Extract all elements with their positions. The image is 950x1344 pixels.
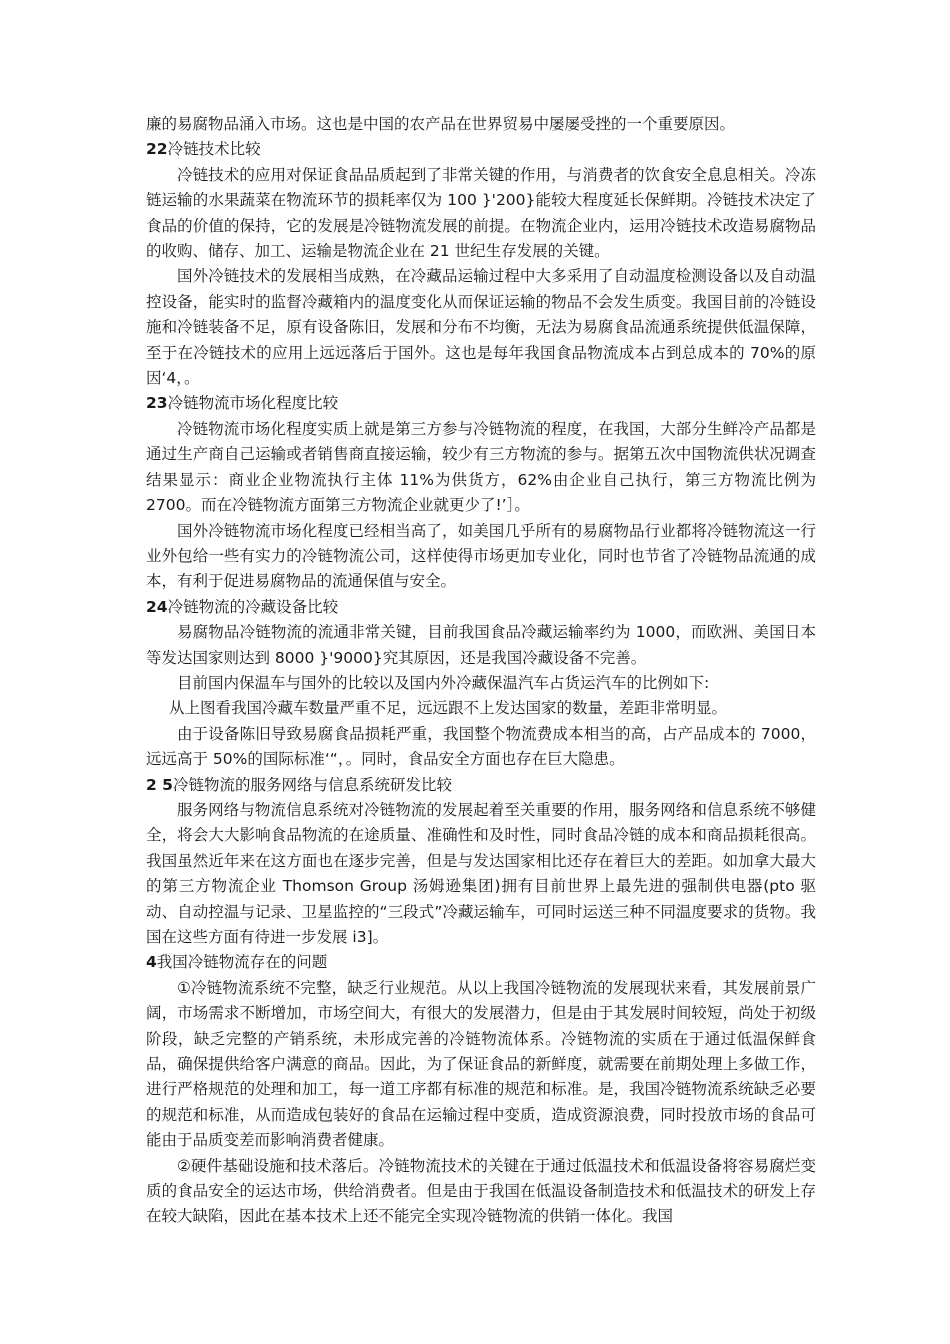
section-title: 我国冷链物流存在的问题	[156, 953, 328, 972]
section-number: 22	[146, 140, 168, 159]
body-paragraph: 冷链物流市场化程度实质上就是第三方参与冷链物流的程度，在我国，大部分生鲜冷产品都是通过生产商自己运输或者销售商直接运输，较少有三方物流的参与。据第五次中国物流供状况调查结果显示：商业企业物流执行主体 11%为供货方，62%由企业自己执行，第三方物流比例为 2700。而在冷链物流方面第三方物流企业就更少了!’］。	[146, 419, 816, 515]
section-heading	[146, 137, 816, 162]
body-paragraph: 目前国内保温车与国外的比较以及国内外冷藏保温汽车占货运汽车的比例如下:	[177, 673, 710, 692]
section-number: 2 5	[146, 775, 173, 794]
document-page	[146, 112, 816, 1230]
body-paragraph: ①冷链物流系统不完整，缺乏行业规范。从以上我国冷链物流的发展现状来看，其发展前景广阔，市场需求不断增加，市场空间大，有很大的发展潜力，但是由于其发展时间较短，尚处于初级阶段，缺乏完整的产销系统，未形成完善的冷链物流体系。冷链物流的实质在于通过低温保鲜食品，确保提供给客户满意的商品。因此，为了保证食品的新鲜度，就需要在前期处理上多做工作，进行严格规范的处理和加工，每一道工序都有标准的规范和标准。是，我国冷链物流系统缺乏必要的规范和标准，从而造成包装好的食品在运输过程中变质，造成资源浪费，同时投放市场的食品可能由于品质变差而影响消费者健康。	[146, 978, 816, 1150]
body-paragraph: 从上图看我国冷藏车数量严重不足，远远跟不上发达国家的数量，差距非常明显。	[169, 699, 728, 718]
section-number: 24	[146, 597, 168, 616]
section-title: 冷链技术比较	[167, 140, 261, 159]
section-heading	[146, 595, 816, 620]
body-paragraph: 由于设备陈旧导致易腐食品损耗严重，我国整个物流费成本相当的高，占产品成本的 7000，远远高于 50%的国际标准‘“，。同时，食品安全方面也存在巨大隐患。	[146, 724, 816, 769]
body-paragraph: 廉的易腐物品涌入市场。这也是中国的农产品在世界贸易中屡屡受挫的一个重要原因。	[146, 115, 736, 133]
body-paragraph: 服务网络与物流信息系统对冷链物流的发展起着至关重要的作用，服务网络和信息系统不够健全，将会大大影响食品物流的在途质量、准确性和及时性，同时食品冷链的成本和商品损耗很高。我国虽然近年来在这方面也在逐步完善，但是与发达国家相比还存在着巨大的差距。如加拿大最大的第三方物流企业 Thomson Group 汤姆逊集团)拥有目前世界上最先进的强制供电器(pto 驱动、自动控温与记录、卫星监控的“三段式”冷藏运输车，可同时运送三种不同温度要求的货物。我国在这些方面有待进一步发展 i3]。	[146, 800, 816, 946]
section-title: 冷链物流的冷藏设备比较	[167, 597, 339, 616]
section-heading	[146, 391, 816, 416]
section-title: 冷链物流市场化程度比较	[167, 394, 339, 413]
section-number: 23	[146, 394, 168, 413]
section-title: 冷链物流的服务网络与信息系统研发比较	[172, 775, 452, 794]
section-heading	[146, 950, 816, 975]
body-paragraph: ②硬件基础设施和技术落后。冷链物流技术的关键在于通过低温技术和低温设备将容易腐烂变质的食品安全的运达市场，供给消费者。但是由于我国在低温设备制造技术和低温技术的研发上存在较大缺陷，因此在基本技术上还不能完全实现冷链物流的供销一体化。我国	[146, 1156, 816, 1226]
section-number: 4	[146, 953, 157, 972]
body-paragraph: 国外冷链技术的发展相当成熟，在冷藏品运输过程中大多采用了自动温度检测设备以及自动温控设备，能实时的监督冷藏箱内的温度变化从而保证运输的物品不会发生质变。我国目前的冷链设施和冷链装备不足，原有设备陈旧，发展和分布不均衡，无法为易腐食品流通系统提供低温保障，至于在冷链技术的应用上远远落后于国外。这也是每年我国食品物流成本占到总成本的 70%的原因‘4，。	[146, 267, 816, 388]
body-paragraph: 国外冷链物流市场化程度已经相当高了，如美国几乎所有的易腐物品行业都将冷链物流这一行业外包给一些有实力的冷链物流公司，这样使得市场更加专业化，同时也节省了冷链物品流通的成本，有利于促进易腐物品的流通保值与安全。	[146, 521, 816, 591]
body-paragraph: 易腐物品冷链物流的流通非常关键，目前我国食品冷藏运输率约为 1000，而欧洲、美国日本等发达国家则达到 8000 }'9000}究其原因，还是我国冷藏设备不完善。	[146, 623, 816, 667]
section-heading	[146, 773, 816, 798]
body-paragraph: 冷链技术的应用对保证食品品质起到了非常关键的作用，与消费者的饮食安全息息相关。冷冻链运输的水果蔬菜在物流环节的损耗率仅为 100 }'200}能较大程度延长保鲜期。冷链技术决定了食品的价值的保持，它的发展是冷链物流发展的前提。在物流企业内，运用冷链技术改造易腐物品的收购、储存、加工、运输是物流企业在 21 世纪生存发展的关键。	[146, 165, 816, 261]
